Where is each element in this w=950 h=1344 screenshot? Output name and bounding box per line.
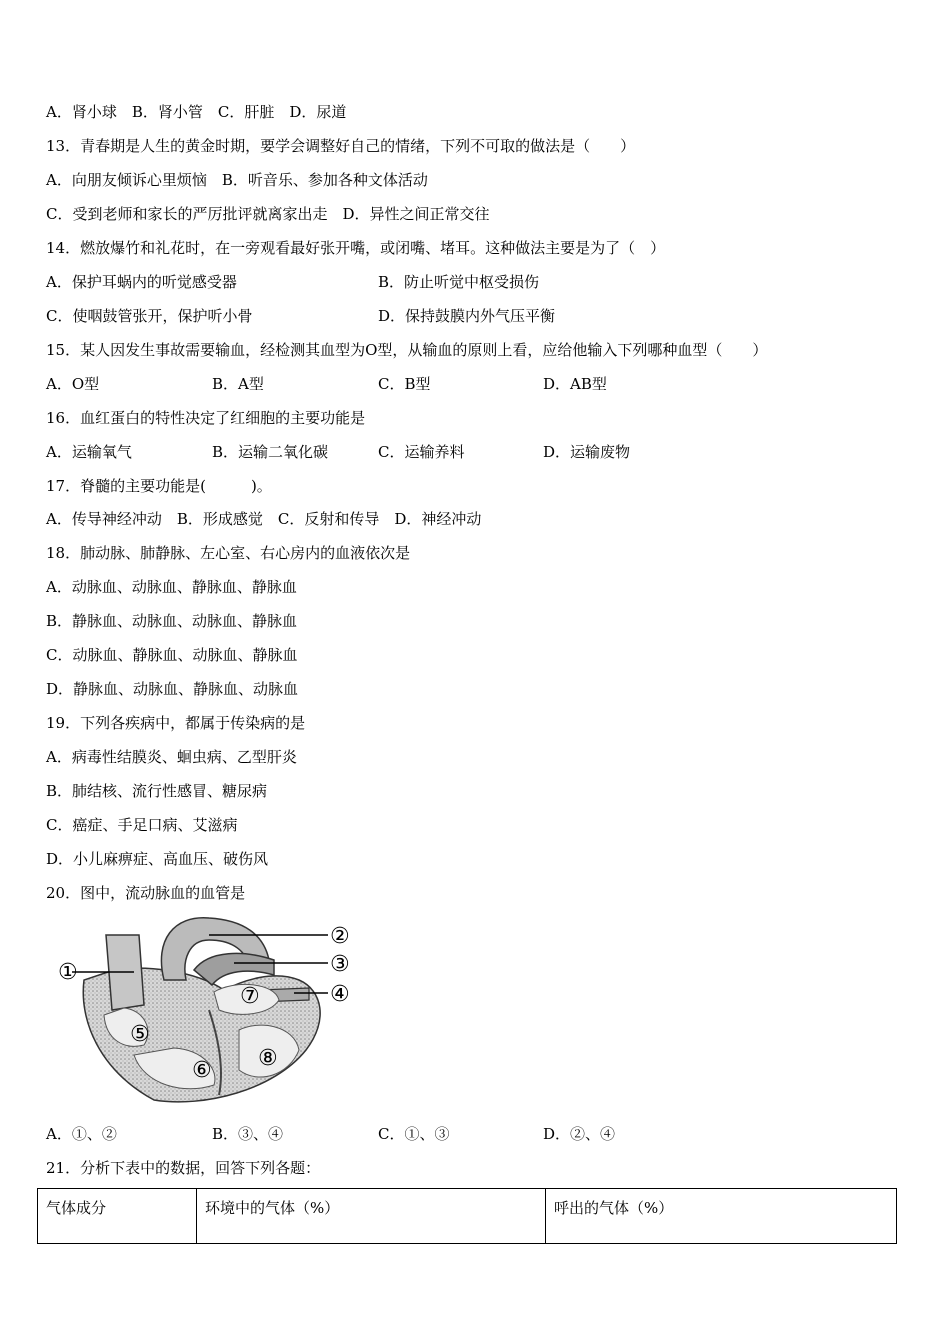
q13-options-line1: A．向朋友倾诉心里烦恼 B．听音乐、参加各种文体活动 bbox=[46, 171, 428, 189]
q14-option-d: D．保持鼓膜内外气压平衡 bbox=[378, 307, 556, 325]
label-2: ② bbox=[330, 924, 350, 949]
q16-option-d: D．运输废物 bbox=[543, 443, 631, 461]
q16-option-a: A．运输氧气 bbox=[46, 443, 132, 461]
q20-option-b: B．③、④ bbox=[212, 1125, 284, 1143]
q20-option-c: C．①、③ bbox=[378, 1125, 450, 1143]
label-1: ① bbox=[58, 960, 78, 985]
q14-option-c: C．使咽鼓管张开，保护听小骨 bbox=[46, 307, 253, 325]
q18-option-c: C．动脉血、静脉血、动脉血、静脉血 bbox=[46, 646, 298, 664]
label-6: ⑥ bbox=[192, 1058, 212, 1083]
q15-option-b: B．A型 bbox=[212, 375, 264, 393]
q19-option-a: A．病毒性结膜炎、蛔虫病、乙型肝炎 bbox=[46, 748, 297, 766]
label-7: ⑦ bbox=[240, 984, 260, 1009]
label-3: ③ bbox=[330, 952, 350, 977]
table-header-cell: 呼出的气体（%） bbox=[546, 1189, 897, 1244]
q15-stem: 15．某人因发生事故需要输血，经检测其血型为O型，从输血的原则上看，应给他输入下列哪种血型（ ） bbox=[46, 341, 768, 359]
heart-diagram-svg bbox=[44, 910, 364, 1110]
q16-option-b: B．运输二氧化碳 bbox=[212, 443, 329, 461]
q16-option-c: C．运输养料 bbox=[378, 443, 465, 461]
table-header-row bbox=[38, 1189, 897, 1244]
table-header-cell: 气体成分 bbox=[38, 1189, 197, 1244]
q17-stem: 17．脊髓的主要功能是( )。 bbox=[46, 477, 272, 495]
q18-option-b: B．静脉血、动脉血、动脉血、静脉血 bbox=[46, 612, 298, 630]
q19-option-d: D．小儿麻痹症、高血压、破伤风 bbox=[46, 850, 269, 868]
q18-option-d: D．静脉血、动脉血、静脉血、动脉血 bbox=[46, 680, 299, 698]
label-8: ⑧ bbox=[258, 1046, 278, 1071]
table-header-cell: 环境中的气体（%） bbox=[197, 1189, 546, 1244]
q14-stem: 14．燃放爆竹和礼花时，在一旁观看最好张开嘴，或闭嘴、堵耳。这种做法主要是为了（ ） bbox=[46, 239, 666, 257]
heart-diagram bbox=[44, 910, 364, 1110]
q13-options-line2: C．受到老师和家长的严厉批评就离家出走 D．异性之间正常交往 bbox=[46, 205, 490, 223]
q19-option-c: C．癌症、手足口病、艾滋病 bbox=[46, 816, 238, 834]
q15-option-c: C．B型 bbox=[378, 375, 431, 393]
q19-stem: 19．下列各疾病中，都属于传染病的是 bbox=[46, 714, 306, 732]
q20-option-a: A．①、② bbox=[46, 1125, 117, 1143]
label-5: ⑤ bbox=[130, 1022, 150, 1047]
q16-stem: 16．血红蛋白的特性决定了红细胞的主要功能是 bbox=[46, 409, 366, 427]
q19-option-b: B．肺结核、流行性感冒、糖尿病 bbox=[46, 782, 268, 800]
q14-option-b: B．防止听觉中枢受损伤 bbox=[378, 273, 540, 291]
q13-stem: 13．青春期是人生的黄金时期，要学会调整好自己的情绪，下列不可取的做法是（ ） bbox=[46, 137, 636, 155]
q14-option-a: A．保护耳蜗内的听觉感受器 bbox=[46, 273, 237, 291]
q18-option-a: A．动脉血、动脉血、静脉血、静脉血 bbox=[46, 578, 297, 596]
gas-table bbox=[37, 1188, 897, 1244]
q12-options: A．肾小球 B．肾小管 C．肝脏 D．尿道 bbox=[46, 103, 347, 121]
q20-option-d: D．②、④ bbox=[543, 1125, 616, 1143]
q17-options: A．传导神经冲动 B．形成感觉 C．反射和传导 D．神经冲动 bbox=[46, 510, 482, 528]
label-4: ④ bbox=[330, 982, 350, 1007]
q20-stem: 20．图中，流动脉血的血管是 bbox=[46, 884, 246, 902]
q15-option-a: A．O型 bbox=[46, 375, 100, 393]
q18-stem: 18．肺动脉、肺静脉、左心室、右心房内的血液依次是 bbox=[46, 544, 411, 562]
q21-stem: 21．分析下表中的数据，回答下列各题： bbox=[46, 1159, 321, 1177]
q15-option-d: D．AB型 bbox=[543, 375, 607, 393]
